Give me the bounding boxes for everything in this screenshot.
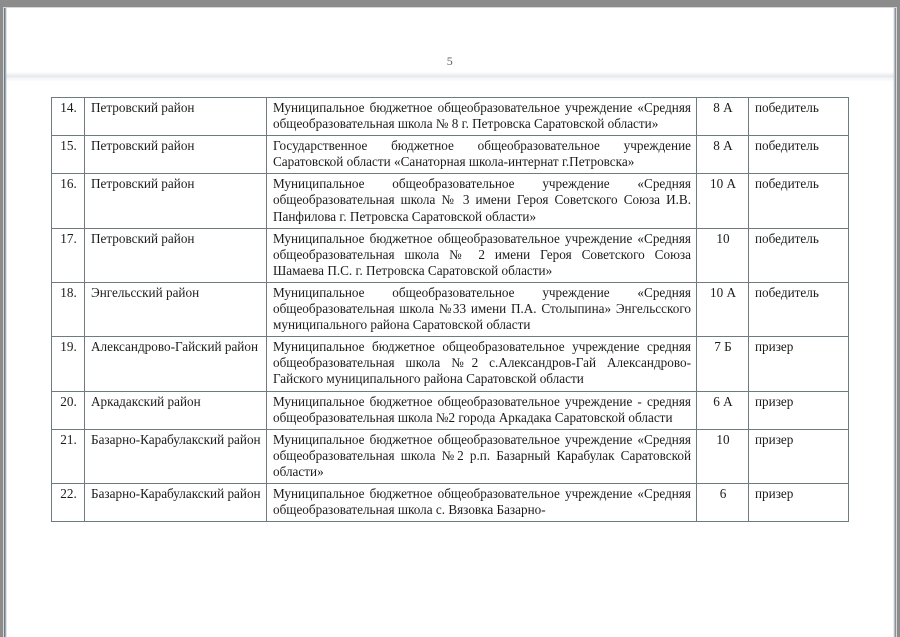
table-row — [52, 337, 849, 391]
row-institution: Государственное бюджетное общеобразовательное учреждение Саратовской области «Санаторная школа-интернат г.Петровска» — [267, 136, 697, 174]
row-number: 20. — [52, 391, 85, 429]
row-institution: Муниципальное бюджетное общеобразовательное учреждение средняя общеобразовательная школа №2 с.Александров-Гай Александрово-Гайского муниципального района Саратовской области — [267, 337, 697, 391]
scanned-page — [4, 8, 896, 637]
row-district: Петровский район — [85, 228, 267, 282]
row-status: призер — [749, 429, 849, 483]
row-institution: Муниципальное общеобразовательное учреждение «Средняя общеобразовательная школа № 3 имени Героя Советского Союза И.В. Панфилова г. Петровска Саратовской области» — [267, 174, 697, 228]
row-status: победитель — [749, 98, 849, 136]
row-number: 17. — [52, 228, 85, 282]
row-number: 19. — [52, 337, 85, 391]
row-status: победитель — [749, 282, 849, 336]
row-class: 8 А — [697, 98, 749, 136]
row-status: победитель — [749, 228, 849, 282]
row-class: 7 Б — [697, 337, 749, 391]
row-status: победитель — [749, 136, 849, 174]
row-class: 6 — [697, 483, 749, 521]
row-number: 22. — [52, 483, 85, 521]
row-class: 10 А — [697, 174, 749, 228]
row-number: 15. — [52, 136, 85, 174]
row-class: 10 — [697, 429, 749, 483]
scan-edge-left — [4, 8, 7, 637]
row-institution: Муниципальное бюджетное общеобразовательное учреждение «Средняя общеобразовательная школа № 2 имени Героя Советского Союза Шамаева П.С. г. Петровска Саратовской области» — [267, 228, 697, 282]
row-district: Аркадакский район — [85, 391, 267, 429]
table-body — [52, 98, 849, 522]
row-class: 6 А — [697, 391, 749, 429]
row-number: 18. — [52, 282, 85, 336]
row-district: Базарно-Карабулакский район — [85, 429, 267, 483]
row-status: призер — [749, 337, 849, 391]
row-district: Александрово-Гайский район — [85, 337, 267, 391]
scan-seam-artifact — [4, 72, 896, 82]
row-class: 10 А — [697, 282, 749, 336]
row-institution: Муниципальное бюджетное общеобразовательное учреждение «Средняя общеобразовательная школа с. Вязовка Базарно- — [267, 483, 697, 521]
row-district: Петровский район — [85, 174, 267, 228]
row-institution: Муниципальное бюджетное общеобразовательное учреждение - средняя общеобразовательная школа №2 города Аркадака Саратовской области — [267, 391, 697, 429]
page-number: 5 — [446, 54, 454, 68]
table-row — [52, 136, 849, 174]
row-institution: Муниципальное бюджетное общеобразовательное учреждение «Средняя общеобразовательная школа №2 р.п. Базарный Карабулак Саратовской области» — [267, 429, 697, 483]
row-number: 14. — [52, 98, 85, 136]
scan-edge-right — [893, 8, 896, 637]
row-district: Петровский район — [85, 136, 267, 174]
row-district: Энгельсский район — [85, 282, 267, 336]
row-class: 8 А — [697, 136, 749, 174]
table-row — [52, 483, 849, 521]
table-row — [52, 228, 849, 282]
winners-table — [51, 97, 849, 522]
row-class: 10 — [697, 228, 749, 282]
row-status: призер — [749, 483, 849, 521]
row-number: 21. — [52, 429, 85, 483]
row-institution: Муниципальное бюджетное общеобразовательное учреждение «Средняя общеобразовательная школа № 8 г. Петровска Саратовской области» — [267, 98, 697, 136]
table-row — [52, 98, 849, 136]
row-status: призер — [749, 391, 849, 429]
table-row — [52, 174, 849, 228]
table-row — [52, 429, 849, 483]
row-number: 16. — [52, 174, 85, 228]
row-district: Петровский район — [85, 98, 267, 136]
row-institution: Муниципальное общеобразовательное учреждение «Средняя общеобразовательная школа №33 имени П.А. Столыпина» Энгельсского муниципального района Саратовской области — [267, 282, 697, 336]
table-row — [52, 391, 849, 429]
row-status: победитель — [749, 174, 849, 228]
row-district: Базарно-Карабулакский район — [85, 483, 267, 521]
table-row — [52, 282, 849, 336]
